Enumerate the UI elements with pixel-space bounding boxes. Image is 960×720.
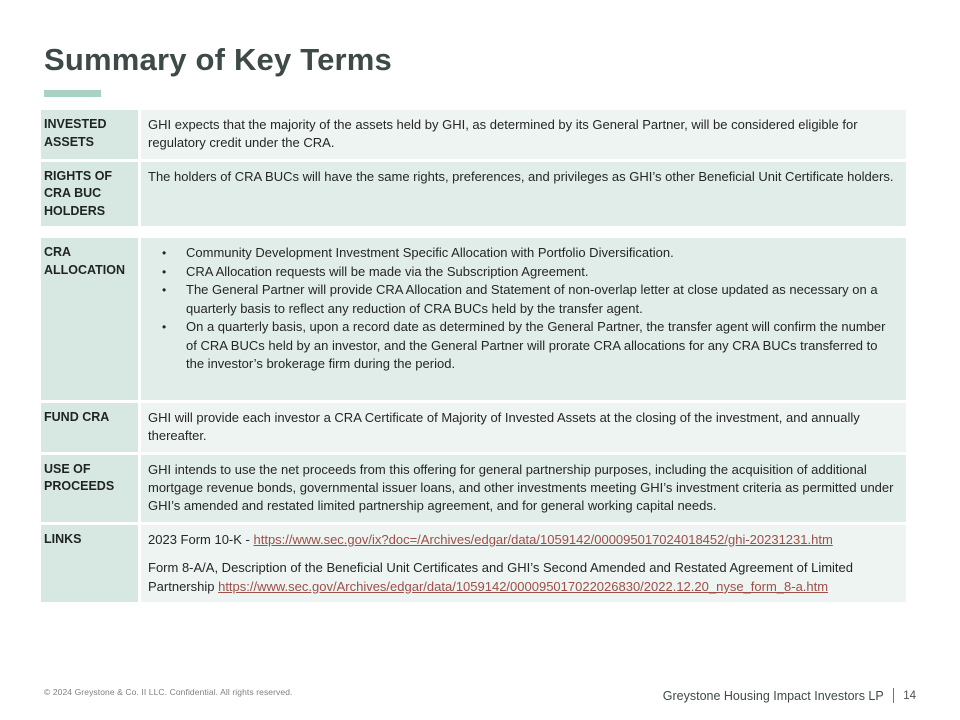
table-row-rights-of-cra-buc-holders [41, 162, 906, 227]
term-label: CRA ALLOCATION [41, 238, 138, 399]
list-item [148, 318, 896, 373]
company-name: Greystone Housing Impact Investors LP [662, 688, 884, 703]
bullet-text: Community Development Investment Specific Allocation with Portfolio Diversification. [186, 245, 674, 261]
table-row-use-of-proceeds [41, 455, 906, 522]
term-description [141, 238, 906, 399]
term-description: GHI intends to use the net proceeds from this offering for general partnership purposes, including the acquisition of additional mortgage revenue bonds, governmental issuer loans, and other investments meeting GHI’s investment criteria as permitted under GHI’s amended and restated limited partnership agreement, and for general working capital needs. [141, 455, 906, 522]
term-label: USE OF PROCEEDS [41, 455, 138, 522]
term-description: GHI expects that the majority of the assets held by GHI, as determined by its General Partner, will be considered eligible for regulatory credit under the CRA. [141, 110, 906, 159]
link-line-8a [148, 559, 896, 596]
term-label: INVESTED ASSETS [41, 110, 138, 159]
bullet-icon: • [162, 264, 167, 279]
copyright-notice: © 2024 Greystone & Co. II LLC. Confidential. All rights reserved. [44, 687, 293, 697]
bullet-icon: • [162, 320, 167, 335]
list-item [148, 244, 896, 263]
bullet-text: CRA Allocation requests will be made via the Subscription Agreement. [186, 263, 589, 279]
bullet-text: On a quarterly basis, upon a record date as determined by the General Partner, the transfer agent will confirm the number of CRA BUCs held by an investor, and the General Partner will prorate CRA allocations for any CRA BUCs transferred to the investor’s brokerage firm during the period. [186, 319, 886, 372]
bullet-icon: • [162, 283, 167, 298]
term-label: RIGHTS OF CRA BUC HOLDERS [41, 162, 138, 227]
title-accent-bar [44, 90, 101, 97]
page-title: Summary of Key Terms [44, 42, 392, 77]
form-10k-link[interactable]: https://www.sec.gov/ix?doc=/Archives/edgar/data/1059142/000095017024018452/ghi-20231231.htm [253, 531, 833, 547]
table-row-fund-cra [41, 403, 906, 452]
footer-divider [893, 688, 895, 703]
term-description: GHI will provide each investor a CRA Certificate of Majority of Invested Assets at the closing of the investment, and annually thereafter. [141, 403, 906, 452]
list-item [148, 281, 896, 318]
table-row-links [41, 525, 906, 602]
link-line-10k [148, 531, 896, 549]
list-item [148, 263, 896, 282]
form-8a-link[interactable]: https://www.sec.gov/Archives/edgar/data/1059142/000095017022026830/2022.12.20_nyse_form_8-a.htm [218, 578, 829, 594]
term-description [141, 525, 906, 602]
term-label: LINKS [41, 525, 138, 602]
term-description: The holders of CRA BUCs will have the same rights, preferences, and privileges as GHI’s other Beneficial Unit Certificate holders. [141, 162, 906, 227]
table-row-invested-assets [41, 110, 906, 159]
footer-right [663, 688, 916, 703]
page-number: 14 [903, 689, 916, 702]
link-prefix: Form 8-A/A, Description of the Beneficial Unit Certificates and GHI’s Second Amended and Restated Agreement of Limited Partnership [148, 560, 854, 594]
key-terms-table [41, 110, 906, 605]
table-row-cra-allocation [41, 238, 906, 399]
bullet-text: The General Partner will provide CRA Allocation and Statement of non-overlap letter at close updated as necessary on a quarterly basis to reflect any reduction of CRA BUCs held by the transfer agent. [186, 282, 878, 316]
term-label: FUND CRA [41, 403, 138, 452]
bullet-icon: • [162, 246, 167, 261]
link-prefix: 2023 Form 10-K - [148, 531, 254, 547]
